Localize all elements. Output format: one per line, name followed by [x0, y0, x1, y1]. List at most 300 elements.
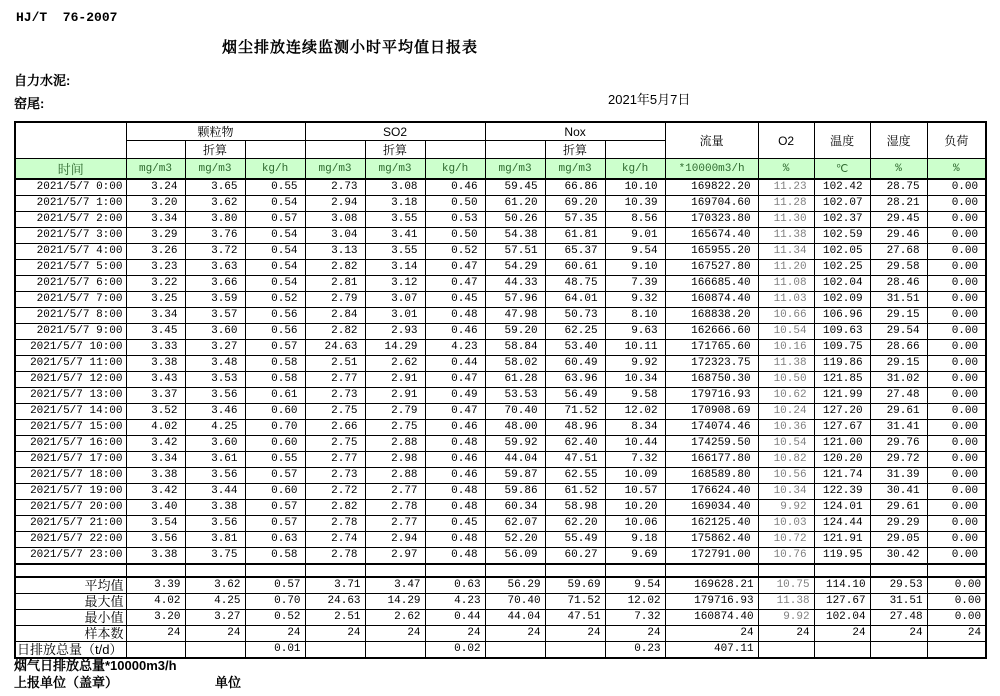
- value-cell: 52.20: [485, 532, 545, 548]
- unit-header-cell: %: [870, 159, 927, 180]
- value-cell: 2.75: [365, 420, 425, 436]
- value-cell: 0.02: [425, 642, 485, 659]
- blank-cell: [425, 564, 485, 577]
- value-cell: 114.10: [814, 577, 870, 594]
- value-cell: 3.56: [185, 388, 245, 404]
- blank-cell: [245, 564, 305, 577]
- value-cell: 10.34: [605, 372, 665, 388]
- value-cell: 165674.40: [665, 228, 758, 244]
- value-cell: 9.01: [605, 228, 665, 244]
- summary-label: 平均值: [15, 577, 126, 594]
- time-cell: 2021/5/7 22:00: [15, 532, 126, 548]
- value-cell: 28.21: [870, 196, 927, 212]
- value-cell: 3.04: [305, 228, 365, 244]
- value-cell: 61.52: [545, 484, 605, 500]
- value-cell: 3.62: [185, 577, 245, 594]
- standard-code: HJ/T 76-2007: [16, 10, 118, 25]
- value-cell: 3.48: [185, 356, 245, 372]
- blank-cell: [758, 564, 814, 577]
- value-cell: 2.93: [365, 324, 425, 340]
- value-cell: 10.54: [758, 436, 814, 452]
- value-cell: 4.02: [126, 594, 185, 610]
- value-cell: 29.53: [870, 577, 927, 594]
- value-cell: 12.02: [605, 594, 665, 610]
- value-cell: 168589.80: [665, 468, 758, 484]
- value-cell: 66.86: [545, 179, 605, 196]
- table-row: [15, 179, 986, 196]
- value-cell: 102.59: [814, 228, 870, 244]
- value-cell: 0.54: [245, 276, 305, 292]
- footer-flue-gas-note: 烟气日排放总量*10000m3/h: [14, 658, 177, 673]
- value-cell: 28.75: [870, 179, 927, 196]
- value-cell: 60.34: [485, 500, 545, 516]
- value-cell: 0.48: [425, 548, 485, 565]
- value-cell: 0.00: [927, 179, 986, 196]
- value-cell: 169822.20: [665, 179, 758, 196]
- value-cell: 102.42: [814, 179, 870, 196]
- value-cell: 4.02: [126, 420, 185, 436]
- value-cell: 24: [758, 626, 814, 642]
- value-cell: 3.59: [185, 292, 245, 308]
- value-cell: 11.28: [758, 196, 814, 212]
- value-cell: 2.82: [305, 500, 365, 516]
- value-cell: 3.44: [185, 484, 245, 500]
- value-cell: 3.27: [185, 340, 245, 356]
- blank-cell: [870, 564, 927, 577]
- value-cell: 29.05: [870, 532, 927, 548]
- value-cell: 2.77: [365, 484, 425, 500]
- value-cell: 62.55: [545, 468, 605, 484]
- value-cell: 0.46: [425, 324, 485, 340]
- time-cell: 2021/5/7 2:00: [15, 212, 126, 228]
- value-cell: 2.74: [305, 532, 365, 548]
- value-cell: 71.52: [545, 404, 605, 420]
- value-cell: 24: [870, 626, 927, 642]
- value-cell: 56.49: [545, 388, 605, 404]
- value-cell: 9.92: [758, 610, 814, 626]
- value-cell: 7.32: [605, 452, 665, 468]
- value-cell: 59.86: [485, 484, 545, 500]
- time-cell: 2021/5/7 5:00: [15, 260, 126, 276]
- so2-converted-label: 折算: [365, 141, 425, 159]
- value-cell: 65.37: [545, 244, 605, 260]
- value-cell: 9.69: [605, 548, 665, 565]
- value-cell: 57.51: [485, 244, 545, 260]
- table-row: [15, 308, 986, 324]
- value-cell: 162125.40: [665, 516, 758, 532]
- value-cell: 29.76: [870, 436, 927, 452]
- value-cell: 0.46: [425, 179, 485, 196]
- value-cell: 172791.00: [665, 548, 758, 565]
- value-cell: 121.85: [814, 372, 870, 388]
- value-cell: 0.52: [245, 292, 305, 308]
- value-cell: 0.00: [927, 436, 986, 452]
- value-cell: 71.52: [545, 594, 605, 610]
- value-cell: 160874.40: [665, 292, 758, 308]
- value-cell: 55.49: [545, 532, 605, 548]
- value-cell: 11.38: [758, 228, 814, 244]
- value-cell: 27.68: [870, 244, 927, 260]
- value-cell: 61.28: [485, 372, 545, 388]
- value-cell: 0.00: [927, 196, 986, 212]
- value-cell: 24: [185, 626, 245, 642]
- pm-rate-blank-cell: [245, 141, 305, 159]
- value-cell: 3.75: [185, 548, 245, 565]
- value-cell: 174259.50: [665, 436, 758, 452]
- value-cell: 3.22: [126, 276, 185, 292]
- value-cell: 102.25: [814, 260, 870, 276]
- value-cell: 14.29: [365, 340, 425, 356]
- col-group-flow: 流量: [665, 122, 758, 159]
- value-cell: 3.76: [185, 228, 245, 244]
- value-cell: 2.84: [305, 308, 365, 324]
- summary-label: 最小值: [15, 610, 126, 626]
- value-cell: 3.34: [126, 452, 185, 468]
- value-cell: 3.34: [126, 212, 185, 228]
- value-cell: 2.88: [365, 468, 425, 484]
- time-header-blank-cell: [15, 122, 126, 159]
- value-cell: 0.00: [927, 577, 986, 594]
- value-cell: 0.46: [425, 452, 485, 468]
- value-cell: 2.94: [365, 532, 425, 548]
- value-cell: 0.57: [245, 340, 305, 356]
- value-cell: 31.02: [870, 372, 927, 388]
- unit-header-cell: kg/h: [605, 159, 665, 180]
- value-cell: 0.53: [425, 212, 485, 228]
- value-cell: 59.92: [485, 436, 545, 452]
- monitoring-table: [14, 121, 987, 659]
- value-cell: 0.00: [927, 340, 986, 356]
- value-cell: 3.38: [126, 548, 185, 565]
- value-cell: 2.82: [305, 260, 365, 276]
- value-cell: 121.00: [814, 436, 870, 452]
- table-row: [15, 196, 986, 212]
- report-date: 2021年5月7日: [608, 92, 691, 107]
- time-cell: 2021/5/7 11:00: [15, 356, 126, 372]
- table-row: [15, 212, 986, 228]
- value-cell: 3.14: [365, 260, 425, 276]
- unit-header-cell: ℃: [814, 159, 870, 180]
- value-cell: 124.01: [814, 500, 870, 516]
- value-cell: 2.75: [305, 404, 365, 420]
- value-cell: 30.42: [870, 548, 927, 565]
- value-cell: 0.00: [927, 594, 986, 610]
- value-cell: 0.61: [245, 388, 305, 404]
- company-label: 自力水泥:: [14, 73, 71, 88]
- blank-cell: [365, 564, 425, 577]
- nox-raw-blank-cell: [485, 141, 545, 159]
- table-row: [15, 324, 986, 340]
- value-cell: 2.73: [305, 388, 365, 404]
- value-cell: 30.41: [870, 484, 927, 500]
- table-row: [15, 404, 986, 420]
- value-cell: 3.08: [365, 179, 425, 196]
- value-cell: 166177.80: [665, 452, 758, 468]
- value-cell: 62.07: [485, 516, 545, 532]
- value-cell: 0.00: [927, 532, 986, 548]
- value-cell: 0.00: [927, 372, 986, 388]
- value-cell: [870, 642, 927, 659]
- time-cell: 2021/5/7 20:00: [15, 500, 126, 516]
- value-cell: 3.01: [365, 308, 425, 324]
- value-cell: 10.62: [758, 388, 814, 404]
- value-cell: 24: [365, 626, 425, 642]
- value-cell: 3.38: [185, 500, 245, 516]
- value-cell: 2.91: [365, 388, 425, 404]
- table-row: [15, 372, 986, 388]
- value-cell: 3.47: [365, 577, 425, 594]
- value-cell: 29.61: [870, 404, 927, 420]
- value-cell: 0.00: [927, 228, 986, 244]
- value-cell: 4.23: [425, 594, 485, 610]
- value-cell: 10.36: [758, 420, 814, 436]
- blank-cell: [305, 564, 365, 577]
- value-cell: 59.20: [485, 324, 545, 340]
- so2-rate-blank-cell: [425, 141, 485, 159]
- value-cell: 3.12: [365, 276, 425, 292]
- value-cell: 168750.30: [665, 372, 758, 388]
- value-cell: 0.47: [425, 404, 485, 420]
- value-cell: 58.98: [545, 500, 605, 516]
- value-cell: 0.48: [425, 532, 485, 548]
- time-cell: 2021/5/7 10:00: [15, 340, 126, 356]
- value-cell: 24: [605, 626, 665, 642]
- value-cell: 29.46: [870, 228, 927, 244]
- table-row: [15, 500, 986, 516]
- unit-header-cell: mg/m3: [365, 159, 425, 180]
- value-cell: 0.60: [245, 484, 305, 500]
- value-cell: 11.38: [758, 594, 814, 610]
- time-cell: 2021/5/7 23:00: [15, 548, 126, 565]
- value-cell: 0.00: [927, 292, 986, 308]
- time-cell: 2021/5/7 12:00: [15, 372, 126, 388]
- value-cell: 102.05: [814, 244, 870, 260]
- unit-header-cell: mg/m3: [126, 159, 185, 180]
- value-cell: 162666.60: [665, 324, 758, 340]
- value-cell: 11.34: [758, 244, 814, 260]
- table-row: [15, 388, 986, 404]
- unit-header-cell: %: [758, 159, 814, 180]
- value-cell: 176624.40: [665, 484, 758, 500]
- blank-cell: [814, 564, 870, 577]
- value-cell: 102.07: [814, 196, 870, 212]
- value-cell: 3.66: [185, 276, 245, 292]
- value-cell: 9.58: [605, 388, 665, 404]
- value-cell: 2.94: [305, 196, 365, 212]
- value-cell: 47.98: [485, 308, 545, 324]
- value-cell: 27.48: [870, 610, 927, 626]
- value-cell: 56.09: [485, 548, 545, 565]
- value-cell: 170908.69: [665, 404, 758, 420]
- value-cell: 0.54: [245, 244, 305, 260]
- table-row: [15, 452, 986, 468]
- value-cell: 4.25: [185, 420, 245, 436]
- time-cell: 2021/5/7 14:00: [15, 404, 126, 420]
- value-cell: 24.63: [305, 594, 365, 610]
- summary-row: [15, 610, 986, 626]
- value-cell: 2.82: [305, 324, 365, 340]
- value-cell: 0.70: [245, 594, 305, 610]
- pm-converted-label: 折算: [185, 141, 245, 159]
- table-row: [15, 260, 986, 276]
- value-cell: 0.57: [245, 212, 305, 228]
- value-cell: 3.43: [126, 372, 185, 388]
- blank-cell: [605, 564, 665, 577]
- value-cell: 3.52: [126, 404, 185, 420]
- value-cell: 174074.46: [665, 420, 758, 436]
- unit-header-cell: kg/h: [245, 159, 305, 180]
- value-cell: 47.51: [545, 452, 605, 468]
- value-cell: 0.52: [245, 610, 305, 626]
- value-cell: 0.58: [245, 372, 305, 388]
- value-cell: 9.63: [605, 324, 665, 340]
- value-cell: 120.20: [814, 452, 870, 468]
- value-cell: 53.53: [485, 388, 545, 404]
- value-cell: 0.45: [425, 292, 485, 308]
- blank-cell: [485, 564, 545, 577]
- time-cell: 2021/5/7 6:00: [15, 276, 126, 292]
- value-cell: 11.30: [758, 212, 814, 228]
- time-column-header: 时间: [15, 159, 126, 180]
- kiln-label: 窑尾:: [14, 96, 45, 111]
- value-cell: 2.62: [365, 610, 425, 626]
- value-cell: 3.27: [185, 610, 245, 626]
- value-cell: 102.04: [814, 276, 870, 292]
- time-cell: 2021/5/7 1:00: [15, 196, 126, 212]
- value-cell: 58.02: [485, 356, 545, 372]
- col-group-pm: 颗粒物: [126, 122, 305, 141]
- value-cell: 11.08: [758, 276, 814, 292]
- value-cell: 2.73: [305, 468, 365, 484]
- value-cell: 10.11: [605, 340, 665, 356]
- value-cell: 12.02: [605, 404, 665, 420]
- value-cell: 0.52: [425, 244, 485, 260]
- value-cell: 50.73: [545, 308, 605, 324]
- header-units-row: [15, 159, 986, 180]
- value-cell: 9.54: [605, 244, 665, 260]
- value-cell: 31.41: [870, 420, 927, 436]
- value-cell: [758, 642, 814, 659]
- value-cell: [365, 642, 425, 659]
- value-cell: 10.75: [758, 577, 814, 594]
- value-cell: 3.45: [126, 324, 185, 340]
- value-cell: 127.67: [814, 420, 870, 436]
- time-cell: 2021/5/7 18:00: [15, 468, 126, 484]
- value-cell: 0.54: [245, 196, 305, 212]
- value-cell: 168838.20: [665, 308, 758, 324]
- value-cell: 0.48: [425, 308, 485, 324]
- value-cell: 0.45: [425, 516, 485, 532]
- value-cell: 29.15: [870, 308, 927, 324]
- value-cell: 0.58: [245, 356, 305, 372]
- pm-raw-blank-cell: [126, 141, 185, 159]
- value-cell: 3.56: [185, 516, 245, 532]
- blank-cell: [126, 564, 185, 577]
- value-cell: 57.35: [545, 212, 605, 228]
- nox-rate-blank-cell: [605, 141, 665, 159]
- value-cell: 0.01: [245, 642, 305, 659]
- value-cell: 0.00: [927, 212, 986, 228]
- value-cell: 48.96: [545, 420, 605, 436]
- value-cell: 9.32: [605, 292, 665, 308]
- value-cell: 28.46: [870, 276, 927, 292]
- table-row: [15, 244, 986, 260]
- table-row: [15, 484, 986, 500]
- value-cell: 0.48: [425, 484, 485, 500]
- summary-label: 日排放总量（t/d）: [15, 642, 126, 659]
- value-cell: 3.39: [126, 577, 185, 594]
- value-cell: 2.81: [305, 276, 365, 292]
- value-cell: 3.56: [126, 532, 185, 548]
- value-cell: 24: [927, 626, 986, 642]
- value-cell: 47.51: [545, 610, 605, 626]
- blank-cell: [545, 564, 605, 577]
- value-cell: 29.45: [870, 212, 927, 228]
- value-cell: 0.56: [245, 324, 305, 340]
- value-cell: 61.81: [545, 228, 605, 244]
- value-cell: 0.63: [245, 532, 305, 548]
- value-cell: 48.75: [545, 276, 605, 292]
- value-cell: 11.38: [758, 356, 814, 372]
- value-cell: 0.58: [245, 548, 305, 565]
- value-cell: 10.72: [758, 532, 814, 548]
- value-cell: [485, 642, 545, 659]
- value-cell: 2.73: [305, 179, 365, 196]
- summary-row: [15, 626, 986, 642]
- value-cell: 61.20: [485, 196, 545, 212]
- value-cell: 24: [545, 626, 605, 642]
- value-cell: 0.50: [425, 228, 485, 244]
- summary-label: 最大值: [15, 594, 126, 610]
- value-cell: 44.04: [485, 452, 545, 468]
- value-cell: 0.00: [927, 500, 986, 516]
- value-cell: 8.34: [605, 420, 665, 436]
- value-cell: 0.00: [927, 260, 986, 276]
- value-cell: 3.20: [126, 196, 185, 212]
- value-cell: 2.98: [365, 452, 425, 468]
- value-cell: 3.29: [126, 228, 185, 244]
- value-cell: 3.72: [185, 244, 245, 260]
- value-cell: 50.26: [485, 212, 545, 228]
- value-cell: 0.47: [425, 276, 485, 292]
- value-cell: 9.92: [605, 356, 665, 372]
- value-cell: 0.57: [245, 516, 305, 532]
- value-cell: 2.51: [305, 610, 365, 626]
- table-row: [15, 292, 986, 308]
- separator-row: [15, 564, 986, 577]
- value-cell: 0.48: [425, 436, 485, 452]
- value-cell: 3.42: [126, 484, 185, 500]
- table-body: [15, 179, 986, 658]
- value-cell: 2.78: [305, 548, 365, 565]
- value-cell: 10.39: [605, 196, 665, 212]
- value-cell: 0.54: [245, 228, 305, 244]
- value-cell: 54.38: [485, 228, 545, 244]
- value-cell: 2.77: [305, 372, 365, 388]
- value-cell: 10.66: [758, 308, 814, 324]
- value-cell: 3.55: [365, 244, 425, 260]
- value-cell: 0.55: [245, 452, 305, 468]
- value-cell: 3.57: [185, 308, 245, 324]
- value-cell: 0.70: [245, 420, 305, 436]
- value-cell: 3.26: [126, 244, 185, 260]
- blank-cell: [665, 564, 758, 577]
- time-cell: 2021/5/7 3:00: [15, 228, 126, 244]
- value-cell: 63.96: [545, 372, 605, 388]
- col-group-humidity: 湿度: [870, 122, 927, 159]
- value-cell: 31.51: [870, 292, 927, 308]
- value-cell: 24.63: [305, 340, 365, 356]
